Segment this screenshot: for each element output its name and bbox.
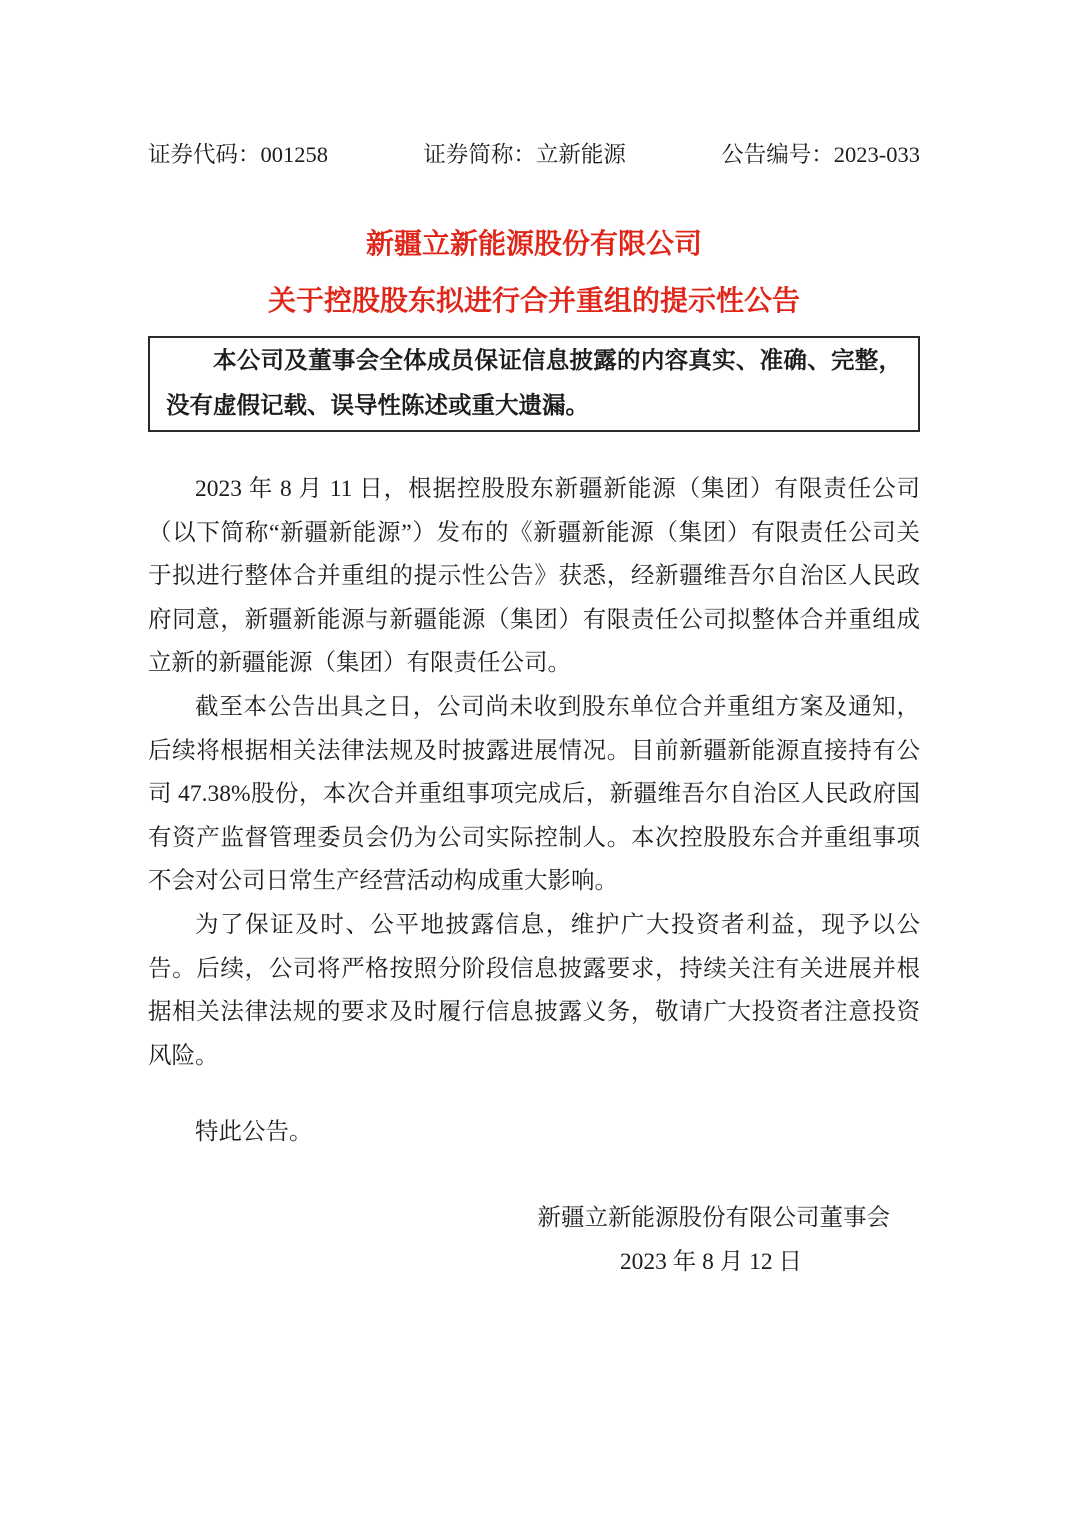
securities-header-row (148, 0, 920, 168)
closing-statement: 特此公告。 (195, 1119, 313, 1146)
stock-name-label: 证券简称： (423, 142, 536, 167)
page-content (148, 0, 920, 1284)
stock-code-label: 证券代码： (148, 142, 261, 167)
notice-number-label: 公告编号： (721, 142, 834, 167)
announcement-body (148, 468, 920, 1078)
announcement-title: 关于控股股东拟进行合并重组的提示性公告 (267, 286, 800, 317)
signature-date: 2023 年 8 月 12 日 (619, 1248, 802, 1275)
stock-code-value: 001258 (260, 142, 329, 167)
notice-number (721, 142, 920, 168)
stock-code (148, 142, 328, 168)
paragraph-1: 2023 年 8 月 11 日，根据控股股东新疆新能源（集团）有限责任公司（以下简称“新疆新能源”）发布的《新疆新能源（集团）有限责任公司关于拟进行整体合并重组的提示性公告》获悉，经新疆维吾尔自治区人民政府同意，新疆新能源与新疆能源（集团）有限责任公司拟整体合并重组成立新的新疆能源（集团）有限责任公司。 (148, 476, 920, 677)
stock-name-value: 立新能源 (535, 142, 626, 167)
paragraph-2: 截至本公告出具之日，公司尚未收到股东单位合并重组方案及通知，后续将根据相关法律法规及时披露进展情况。目前新疆新能源直接持有公司 47.38%股份，本次合并重组事项完成后，新疆维吾尔自治区人民政府国有资产监督管理委员会仍为公司实际控制人。本次控股股东合并重组事项不会对公司日常生产经营活动构成重大影响。 (148, 693, 920, 895)
signature-line: 新疆立新能源股份有限公司董事会 (537, 1204, 890, 1231)
disclaimer-box: 本公司及董事会全体成员保证信息披露的内容真实、准确、完整，没有虚假记载、误导性陈述或重大遗漏。 (148, 336, 920, 432)
company-title: 新疆立新能源股份有限公司 (365, 229, 702, 260)
paragraph-3: 为了保证及时、公平地披露信息，维护广大投资者利益，现予以公告。后续，公司将严格按照分阶段信息披露要求，持续关注有关进展并根据相关法律法规的要求及时履行信息披露义务，敬请广大投资者注意投资风险。 (148, 911, 920, 1069)
notice-number-value: 2023-033 (833, 142, 920, 167)
stock-name (423, 142, 626, 168)
